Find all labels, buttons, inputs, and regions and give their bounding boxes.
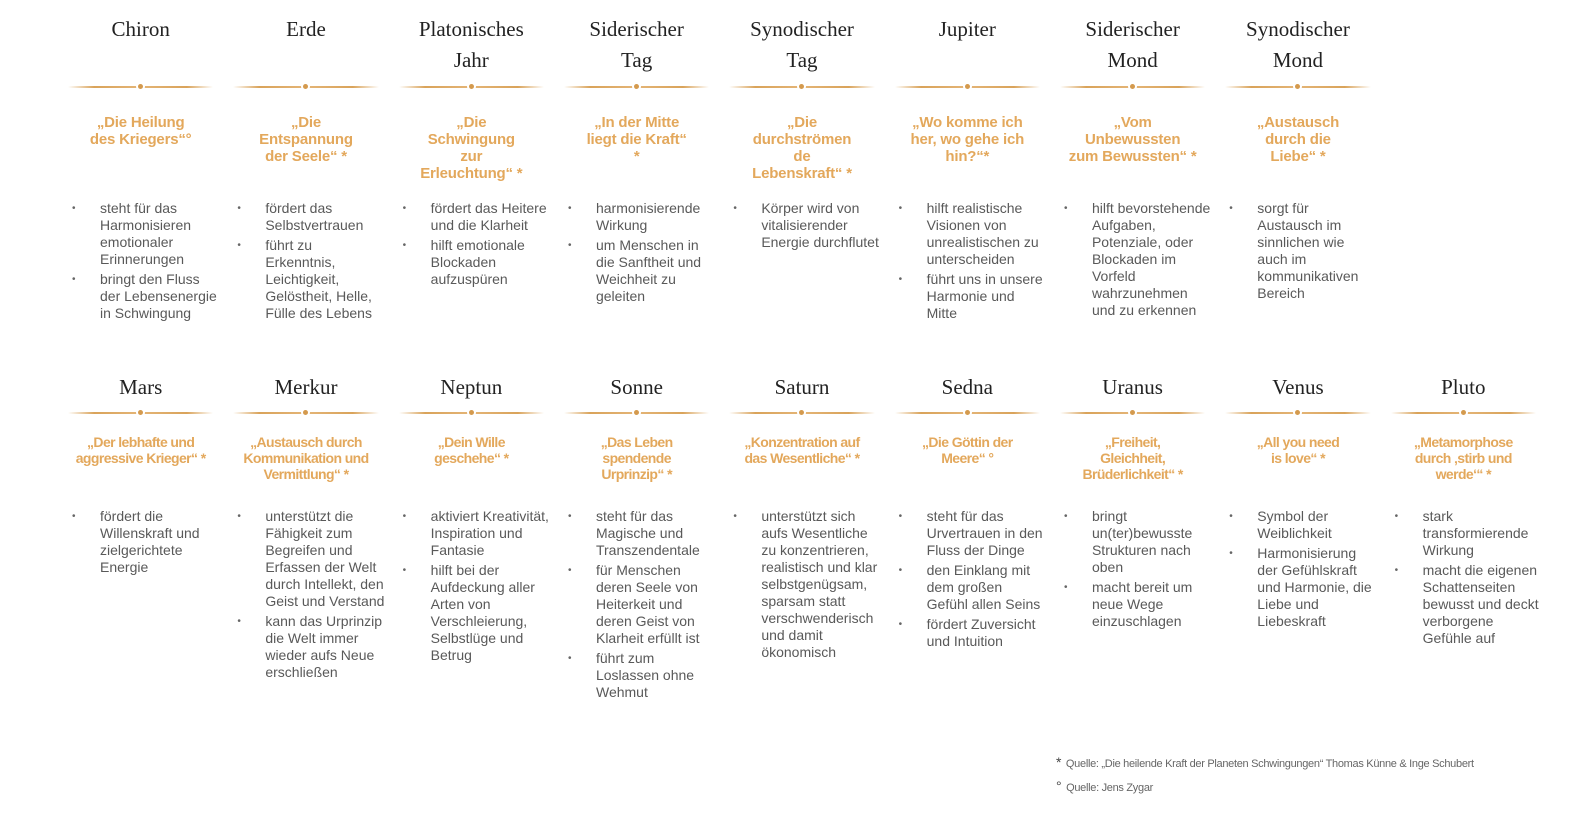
sources-footnote (1056, 754, 1474, 802)
ornament-divider (895, 82, 1040, 92)
bullet-item (72, 200, 219, 268)
bullet-text: bringt den Fluss der Lebensenergie in Schwingung (100, 271, 217, 321)
bullet-icon: • (898, 274, 903, 285)
planet-card (1050, 14, 1215, 325)
divider-dot (469, 84, 474, 89)
ornament-divider (1391, 408, 1536, 418)
bullet-item (733, 508, 880, 661)
divider-dot (1130, 84, 1135, 89)
degree-mark: ° (1056, 778, 1062, 794)
bullet-icon: • (1229, 548, 1233, 559)
bullet-item (899, 508, 1046, 559)
bullet-item (568, 650, 715, 701)
divider-dot (799, 410, 804, 415)
divider-dot (799, 84, 804, 89)
bullet-list (62, 200, 219, 325)
bullet-icon: • (72, 274, 76, 285)
bullet-text: macht bereit um neue Wege einzuschlagen (1091, 579, 1193, 629)
source-star (1056, 754, 1474, 770)
bullet-item (899, 271, 1046, 322)
bullet-item (899, 562, 1046, 613)
asterisk-mark: * (1056, 754, 1062, 770)
bullet-icon: • (733, 511, 737, 522)
planet-card (223, 372, 388, 704)
bullet-text: für Menschen deren Seele von Heiterkeit und deren Geist von Klarheit erfüllt ist (595, 562, 700, 646)
planet-card (58, 14, 223, 325)
bullet-icon: • (898, 565, 903, 576)
bullet-icon: • (402, 240, 407, 251)
divider-dot (1295, 84, 1300, 89)
bullet-list (889, 200, 1046, 325)
bullet-list (558, 200, 715, 308)
source-degree (1056, 778, 1474, 794)
bullet-text: fördert das Selbstvertrauen (265, 200, 364, 233)
divider-dot (634, 410, 639, 415)
bullet-item (1064, 508, 1211, 576)
planet-quote: „Freiheit, Gleichheit, Brüderlichkeit“ * (1082, 434, 1183, 482)
bullet-item (1064, 579, 1211, 630)
bullet-icon: • (237, 616, 241, 627)
planet-quote: „Das Leben spendende Urprinzip“ * (600, 434, 673, 482)
ornament-divider (729, 408, 874, 418)
bullet-text: Harmonisierung der Gefühlskraft und Harmonie, die Liebe und Liebeskraft (1257, 545, 1372, 629)
planet-quote: „Austausch durch Kommunikation und Vermittlung“ * (243, 434, 369, 482)
divider-dot (634, 84, 639, 89)
planet-quote: „Die Göttin der Meere“ ° (922, 434, 1013, 466)
planet-title: Siderischer Mond (1085, 17, 1180, 72)
bullet-item (1229, 508, 1376, 542)
bullet-text: sorgt für Austausch im sinnlichen wie auch im kommunikativen Bereich (1257, 200, 1359, 301)
bullet-list (1385, 508, 1542, 650)
bullet-item (72, 508, 219, 576)
bullet-text: bringt un(ter)bewusste Strukturen nach oben (1091, 508, 1193, 575)
bullet-item (733, 200, 880, 251)
ornament-divider (1060, 82, 1205, 92)
bullet-text: Körper wird von vitalisierender Energie durchflutet (761, 200, 879, 250)
bullet-icon: • (567, 511, 572, 522)
bullet-text: hilft bevorstehende Aufgaben, Potenziale, oder Blockaden im Vorfeld wahrzunehmen und zu erkennen (1091, 200, 1211, 318)
planet-quote: „Wo komme ich her, wo gehe ich hin?“* (910, 114, 1025, 165)
bullet-item (568, 562, 715, 647)
ornament-divider (233, 408, 378, 418)
divider-dot (138, 84, 143, 89)
bullet-icon: • (1229, 511, 1233, 522)
ornament-divider (564, 408, 709, 418)
ornament-divider (895, 408, 1040, 418)
bullet-item (237, 508, 384, 610)
bullet-text: den Einklang mit dem großen Gefühl allen Seins (926, 562, 1041, 612)
bullet-icon: • (567, 203, 572, 214)
bullet-item (403, 200, 550, 234)
bullet-icon: • (402, 203, 407, 214)
bullet-list (558, 508, 715, 704)
planet-quote: „Metamorphose durch ‚stirb und werde‘“ * (1413, 434, 1513, 482)
planet-quote: „Dein Wille geschehe“ * (434, 434, 509, 466)
bullet-list (393, 508, 550, 667)
planet-quote: „Die Heilung des Kriegers“° (89, 114, 192, 148)
planet-card (554, 372, 719, 704)
planet-row-bottom (58, 372, 1546, 704)
source-degree-text: Quelle: Jens Zygar (1066, 782, 1153, 794)
bullet-text: führt zum Loslassen ohne Wehmut (595, 650, 695, 700)
divider-dot (1461, 410, 1466, 415)
bullet-text: hilft realistische Visionen von unrealistischen zu unterscheiden (926, 200, 1039, 267)
planet-card (1050, 372, 1215, 704)
bullet-list (227, 508, 384, 684)
ornament-divider (68, 408, 213, 418)
bullet-item (899, 616, 1046, 650)
bullet-item (237, 200, 384, 234)
bullet-icon: • (1063, 203, 1068, 214)
bullet-text: führt uns in unsere Harmonie und Mitte (926, 271, 1043, 321)
bullet-icon: • (1063, 511, 1068, 522)
ornament-divider (729, 82, 874, 92)
divider-dot (965, 84, 970, 89)
bullet-icon: • (1394, 565, 1399, 576)
planet-card (719, 372, 884, 704)
bullet-icon: • (567, 653, 572, 664)
planet-title: Uranus (1102, 375, 1163, 399)
bullet-list (227, 200, 384, 325)
bullet-icon: • (1394, 511, 1399, 522)
planet-card (554, 14, 719, 325)
divider-dot (303, 410, 308, 415)
planet-card (1215, 372, 1380, 704)
planet-card (1381, 372, 1546, 704)
bullet-text: hilft emotionale Blockaden aufzuspüren (430, 237, 525, 287)
bullet-text: Symbol der Weiblichkeit (1257, 508, 1332, 541)
divider-dot (469, 410, 474, 415)
planet-quote: „In der Mitte liegt die Kraft“ * (586, 114, 687, 165)
source-star-text: Quelle: „Die heilende Kraft der Planeten Schwingungen“ Thomas Künne & Inge Schubert (1065, 758, 1474, 770)
bullet-list (723, 200, 880, 254)
divider-dot (1130, 410, 1135, 415)
ornament-divider (1225, 82, 1370, 92)
bullet-item (237, 613, 384, 681)
ornament-divider (233, 82, 378, 92)
bullet-list (1219, 508, 1376, 633)
planet-card (389, 372, 554, 704)
bullet-item (568, 200, 715, 234)
bullet-item (568, 237, 715, 305)
bullet-list (393, 200, 550, 291)
bullet-item (72, 271, 219, 322)
bullet-icon: • (1229, 203, 1233, 214)
ornament-divider (399, 82, 544, 92)
divider-dot (1295, 410, 1300, 415)
planet-quote: „Die Schwingung zur Erleuchtung“ * (420, 114, 523, 182)
bullet-icon: • (237, 203, 241, 214)
bullet-icon: • (72, 511, 76, 522)
bullet-text: steht für das Harmonisieren emotionaler Erinnerungen (100, 200, 192, 267)
bullet-icon: • (402, 511, 407, 522)
bullet-text: harmonisierende Wirkung (595, 200, 701, 233)
planet-title: Synodischer Mond (1246, 17, 1350, 72)
planet-title: Jupiter (938, 17, 996, 41)
planet-card (885, 14, 1050, 325)
planet-card (719, 14, 884, 325)
bullet-item (237, 237, 384, 322)
bullet-icon: • (898, 203, 903, 214)
ornament-divider (68, 82, 213, 92)
bullet-text: macht die eigenen Schattenseiten bewusst und deckt verborgene Gefühle auf (1422, 562, 1539, 646)
planet-title: Sedna (941, 375, 993, 399)
divider-dot (138, 410, 143, 415)
bullet-text: um Menschen in die Sanftheit und Weichheit zu geleiten (595, 237, 702, 304)
planet-card (1215, 14, 1380, 325)
planet-quote: „All you need is love“ * (1256, 434, 1340, 466)
bullet-icon: • (402, 565, 407, 576)
divider-dot (303, 84, 308, 89)
planet-title: Siderischer Tag (589, 17, 684, 72)
bullet-item (403, 562, 550, 664)
bullet-item (568, 508, 715, 559)
bullet-text: aktiviert Kreativität, Inspiration und Fantasie (430, 508, 549, 558)
planet-card (58, 372, 223, 704)
planet-card (223, 14, 388, 325)
ornament-divider (1225, 408, 1370, 418)
bullet-text: fördert das Heitere und die Klarheit (430, 200, 547, 233)
bullet-item (403, 237, 550, 288)
bullet-list (62, 508, 219, 579)
bullet-text: unterstützt die Fähigkeit zum Begreifen und Erfassen der Welt durch Intellekt, den Geist und Verstand (265, 508, 385, 609)
bullet-icon: • (898, 619, 903, 630)
ornament-divider (1060, 408, 1205, 418)
planet-title: Synodischer Tag (750, 17, 854, 72)
bullet-item (1395, 562, 1542, 647)
bullet-list (1219, 200, 1376, 305)
planet-quote: „Der lebhafte und aggressive Krieger“ * (75, 434, 206, 466)
planet-quote: „Die Entspannung der Seele“ * (259, 114, 353, 165)
bullet-list (889, 508, 1046, 653)
bullet-text: unterstützt sich aufs Wesentliche zu konzentrieren, realistisch und klar selbstgenügsam, sparsam statt verschwenderisch und damit ökonomisch (761, 508, 878, 660)
bullet-icon: • (567, 240, 572, 251)
planet-title: Venus (1272, 375, 1324, 399)
planet-title: Merkur (274, 375, 338, 399)
bullet-text: führt zu Erkenntnis, Leichtigkeit, Gelöstheit, Helle, Fülle des Lebens (265, 237, 372, 321)
bullet-list (1054, 200, 1211, 322)
planet-quote: „Konzentration auf das Wesentliche“ * (744, 434, 860, 466)
planet-title: Neptun (440, 375, 503, 399)
bullet-text: kann das Urprinzip die Welt immer wieder aufs Neue erschließen (265, 613, 383, 680)
planet-title: Chiron (111, 17, 170, 41)
bullet-text: steht für das Magische und Transzendentale (595, 508, 700, 558)
divider-dot (965, 410, 970, 415)
bullet-item (899, 200, 1046, 268)
bullet-item (1395, 508, 1542, 559)
planet-quote: „Austausch durch die Liebe“ * (1256, 114, 1340, 165)
bullet-icon: • (567, 565, 572, 576)
bullet-text: fördert die Willenskraft und zielgerichtete Energie (100, 508, 200, 575)
bullet-icon: • (1063, 582, 1068, 593)
bullet-item (1229, 200, 1376, 302)
ornament-divider (399, 408, 544, 418)
planet-title: Sonne (610, 375, 663, 399)
planet-title: Platonisches Jahr (418, 17, 524, 72)
bullet-text: steht für das Urvertrauen in den Fluss der Dinge (926, 508, 1043, 558)
planet-row-top (58, 14, 1546, 325)
bullet-item (1229, 545, 1376, 630)
bullet-icon: • (237, 240, 241, 251)
bullet-list (1054, 508, 1211, 633)
bullet-icon: • (898, 511, 903, 522)
planet-card (885, 372, 1050, 704)
bullet-icon: • (237, 511, 241, 522)
planet-quote: „Die durchströmen de Lebenskraft“ * (752, 114, 852, 182)
bullet-text: hilft bei der Aufdeckung aller Arten von Verschleierung, Selbstlüge und Betrug (430, 562, 535, 663)
planet-title: Saturn (774, 375, 830, 399)
ornament-divider (564, 82, 709, 92)
bullet-text: fördert Zuversicht und Intuition (926, 616, 1036, 649)
bullet-item (1064, 200, 1211, 319)
bullet-list (723, 508, 880, 664)
planet-quote: „Vom Unbewussten zum Bewussten“ * (1068, 114, 1197, 165)
planet-card (389, 14, 554, 325)
bullet-text: stark transformierende Wirkung (1422, 508, 1529, 558)
planet-title: Erde (286, 17, 326, 41)
bullet-icon: • (72, 203, 76, 214)
planet-title: Mars (119, 375, 163, 399)
bullet-icon: • (733, 203, 737, 214)
bullet-item (403, 508, 550, 559)
planet-title: Pluto (1441, 375, 1486, 399)
